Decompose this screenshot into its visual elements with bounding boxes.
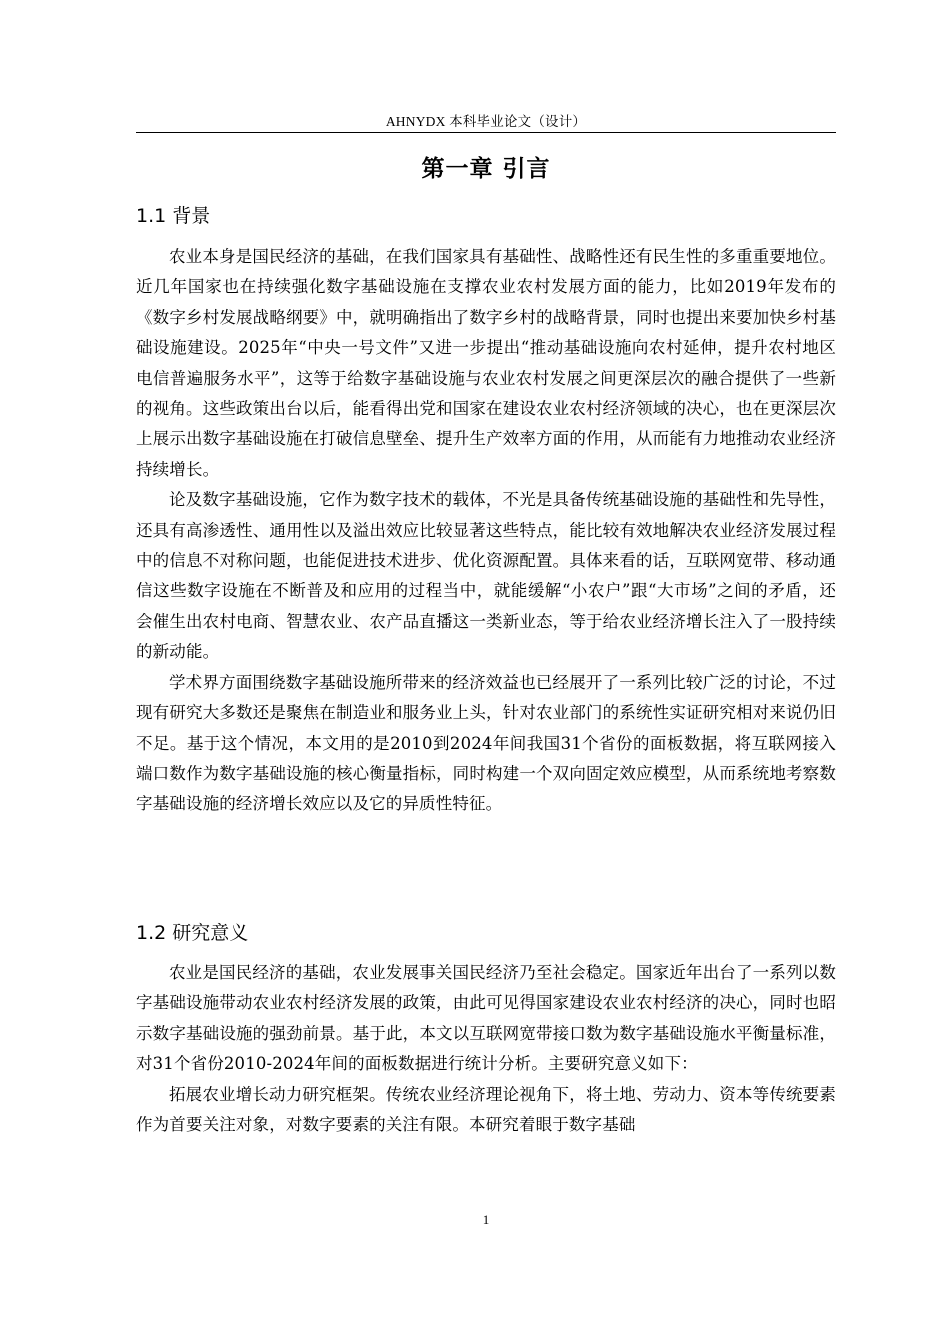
body-paragraph: 学术界方面围绕数字基础设施所带来的经济效益也已经展开了一系列比较广泛的讨论，不过现有研究大多数还是聚焦在制造业和服务业上头，针对农业部门的系统性实证研究相对来说仍旧不足。基于这个情况，本文用的是2010到2024年间我国31个省份的面板数据，将互联网接入端口数作为数字基础设施的核心衡量指标，同时构建一个双向固定效应模型，从而系统地考察数字基础设施的经济增长效应以及它的异质性特征。 <box>136 672 836 814</box>
page-number: 1 <box>482 1212 490 1227</box>
running-header: AHNYDX 本科毕业论文（设计） <box>385 114 587 129</box>
chapter-title: 第一章 引言 <box>421 156 551 182</box>
body-paragraph: 拓展农业增长动力研究框架。传统农业经济理论视角下，将土地、劳动力、资本等传统要素作为首要关注对象，对数字要素的关注有限。本研究着眼于数字基础 <box>136 1084 836 1135</box>
body-paragraph: 农业是国民经济的基础，农业发展事关国民经济乃至社会稳定。国家近年出台了一系列以数字基础设施带动农业农村经济发展的政策，由此可见得国家建设农业农村经济的决心，同时也昭示数字基础设施的强劲前景。基于此，本文以互联网宽带接口数为数字基础设施水平衡量标准，对31个省份2010-2024年间的面板数据进行统计分析。主要研究意义如下： <box>136 963 836 1074</box>
section-body-significance <box>136 958 836 1140</box>
body-paragraph: 农业本身是国民经济的基础，在我们国家具有基础性、战略性还有民生性的多重重要地位。近几年国家也在持续强化数字基础设施在支撑农业农村发展方面的能力，比如2019年发布的《数字乡村发展战略纲要》中，就明确指出了数字乡村的战略背景，同时也提出来要加快乡村基础设施建设。2025年“中央一号文件”又进一步提出“推动基础设施向农村延伸，提升农村地区电信普遍服务水平”，这等于给数字基础设施与农业农村发展之间更深层次的融合提供了一些新的视角。这些政策出台以后，能看得出党和国家在建设农业农村经济领域的决心，也在更深层次上展示出数字基础设施在打破信息壁垒、提升生产效率方面的作用，从而能有力地推动农业经济持续增长。 <box>136 247 836 479</box>
body-paragraph: 论及数字基础设施，它作为数字技术的载体，不光是具备传统基础设施的基础性和先导性，还具有高渗透性、通用性以及溢出效应比较显著这些特点，能比较有效地解决农业经济发展过程中的信息不对称问题，也能促进技术进步、优化资源配置。具体来看的话，互联网宽带、移动通信这些数字设施在不断普及和应用的过程当中，就能缓解“小农户”跟“大市场”之间的矛盾，还会催生出农村电商、智慧农业、农产品直播这一类新业态，等于给农业经济增长注入了一股持续的新动能。 <box>136 490 836 662</box>
section-heading-significance: 1.2 研究意义 <box>136 922 249 944</box>
section-heading-background: 1.1 背景 <box>136 205 211 227</box>
header-rule <box>136 132 836 133</box>
section-body-background <box>136 242 836 820</box>
